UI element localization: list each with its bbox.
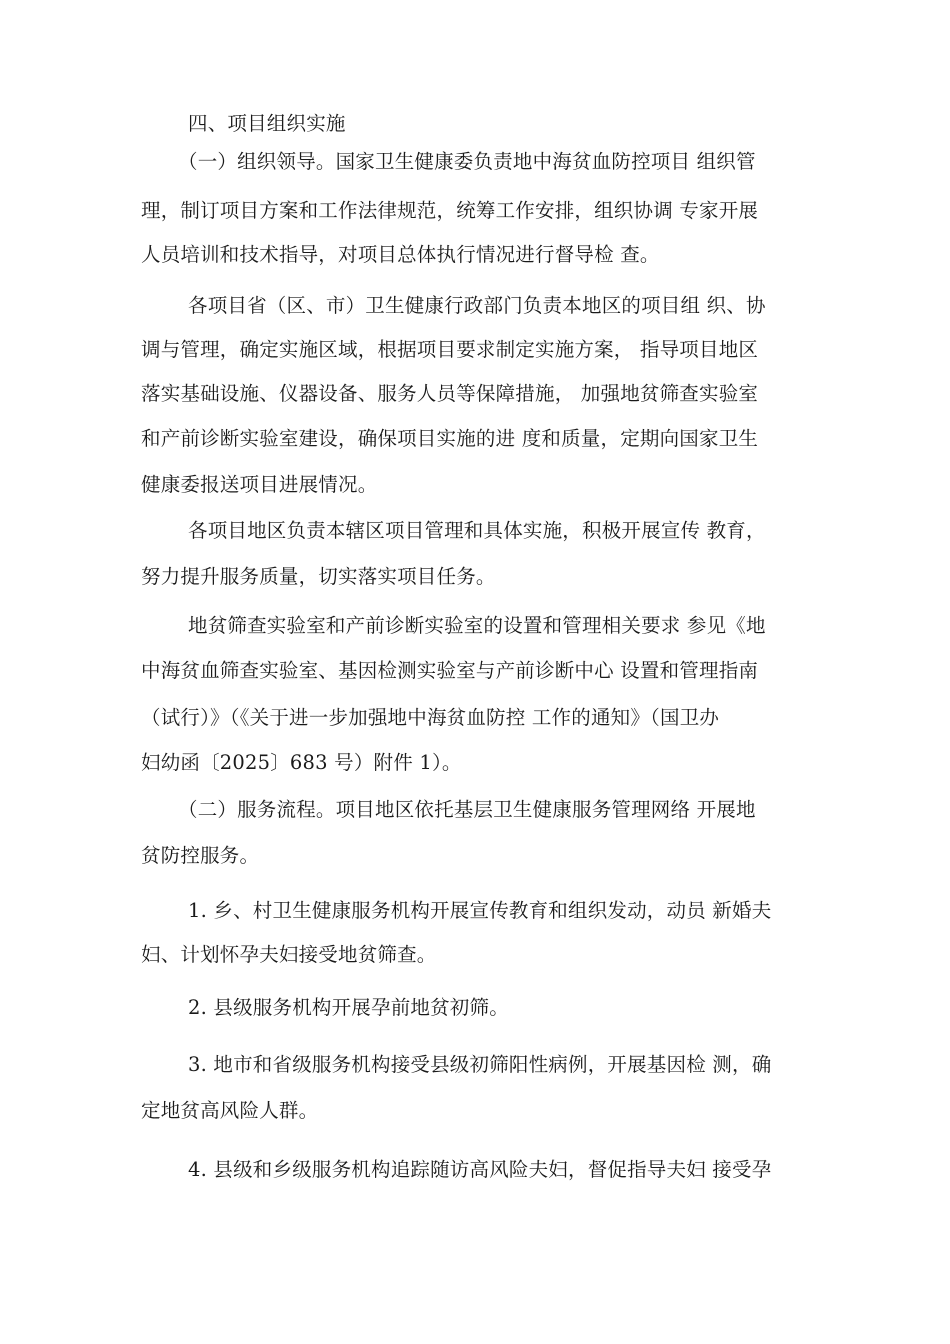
paragraph-line: 健康委报送项目进展情况。 — [141, 473, 378, 496]
paragraph-line: 中海贫血筛查实验室、基因检测实验室与产前诊断中心 设置和管理指南 — [141, 659, 759, 682]
paragraph-line: 贫防控服务。 — [141, 844, 260, 867]
paragraph-line: 人员培训和技术指导，对项目总体执行情况进行督导检 查。 — [141, 243, 660, 266]
paragraph-line: 调与管理，确定实施区域，根据项目要求制定实施方案， 指导项目地区 — [141, 338, 759, 361]
paragraph-line: 妇幼函〔2025〕683 号）附件 1）。 — [141, 751, 462, 774]
list-item: 2. 县级服务机构开展孕前地贫初筛。 — [188, 996, 509, 1019]
paragraph-line: 各项目省（区、市）卫生健康行政部门负责本地区的项目组 织、协 — [188, 294, 766, 317]
paragraph-line: 和产前诊断实验室建设，确保项目实施的进 度和质量，定期向国家卫生 — [141, 427, 759, 450]
paragraph-line: 各项目地区负责本辖区项目管理和具体实施，积极开展宣传 教育， — [188, 519, 766, 542]
paragraph-line: 理，制订项目方案和工作法律规范，统筹工作安排，组织协调 专家开展 — [141, 199, 759, 222]
list-item: 3. 地市和省级服务机构接受县级初筛阳性病例，开展基因检 测，确 — [188, 1053, 772, 1076]
list-item-continuation: 定地贫高风险人群。 — [141, 1099, 319, 1122]
list-item: 4. 县级和乡级服务机构追踪随访高风险夫妇，督促指导夫妇 接受孕 — [188, 1158, 772, 1181]
paragraph-line: （试行）》（《关于进一步加强地中海贫血防控 工作的通知》（国卫办 — [141, 706, 720, 729]
section-heading: 四、项目组织实施 — [188, 112, 346, 135]
paragraph-line: 落实基础设施、仪器设备、服务人员等保障措施， 加强地贫筛查实验室 — [141, 382, 759, 405]
paragraph-line: （二）服务流程。项目地区依托基层卫生健康服务管理网络 开展地 — [178, 798, 756, 821]
list-item-continuation: 妇、计划怀孕夫妇接受地贫筛查。 — [141, 943, 437, 966]
list-item: 1. 乡、村卫生健康服务机构开展宣传教育和组织发动，动员 新婚夫 — [188, 899, 772, 922]
paragraph-line: （一）组织领导。国家卫生健康委负责地中海贫血防控项目 组织管 — [178, 150, 756, 173]
paragraph-line: 努力提升服务质量，切实落实项目任务。 — [141, 565, 496, 588]
paragraph-line: 地贫筛查实验室和产前诊断实验室的设置和管理相关要求 参见《地 — [188, 614, 766, 637]
